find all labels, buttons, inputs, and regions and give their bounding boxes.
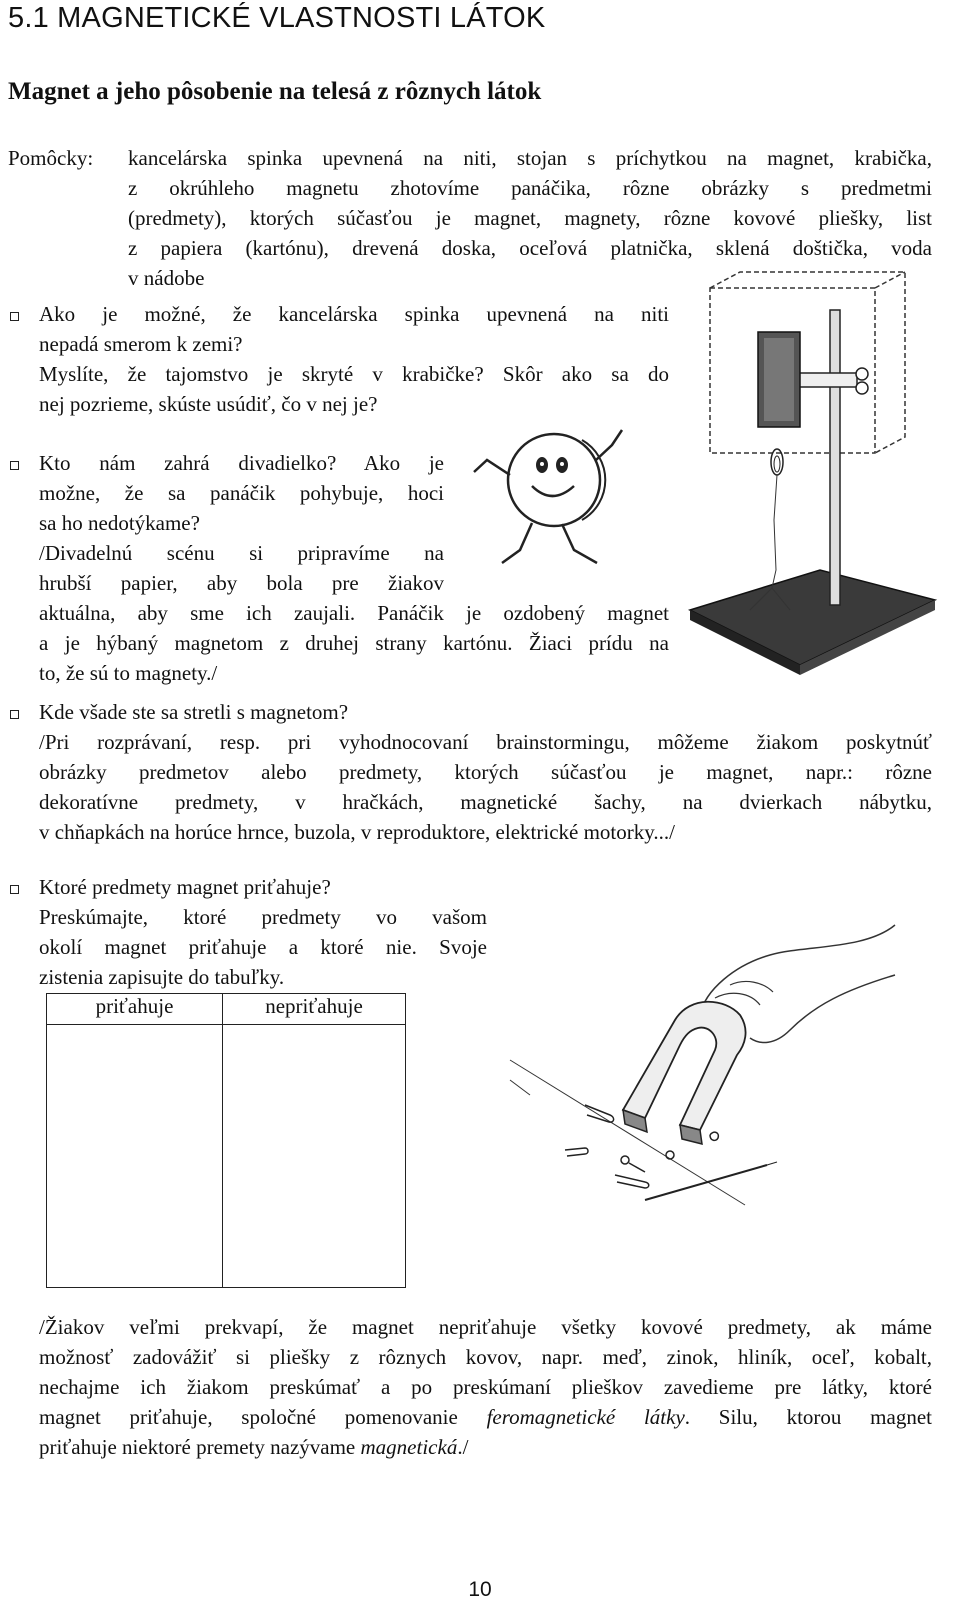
pomocky-line: z papiera (kartónu), drevená doska, oceľová platnička, sklená doštička, voda [128,236,932,260]
text-line: Kto nám zahrá divadielko? Ako je [39,451,444,475]
question-attraction [39,872,487,992]
text-line: sa ho nedotýkame? [39,511,200,535]
text-line [39,1432,932,1462]
text-line: hrubší papier, aby bola pre žiakov [39,571,444,595]
text-line: možnosť zadovážiť si pliešky z rôznych kovov, napr. meď, zinok, hliník, oceľ, kobalt, [39,1345,932,1369]
table-cell-not-attracts[interactable] [223,1025,406,1288]
pomocky-line: v nádobe [128,266,205,290]
checkbox-bullet-icon [10,885,19,894]
text-line: obrázky predmetov alebo predmety, ktorých súčasťou je magnet, napr.: rôzne [39,760,932,784]
text-line: Ktoré predmety magnet priťahuje? [39,875,331,899]
text-line: Kde všade ste sa stretli s magnetom? [39,700,349,724]
pomocky-label: Pomôcky: [8,146,94,170]
page-title: 5.1 MAGNETICKÉ VLASTNOSTI LÁTOK [8,2,546,34]
text-line: Myslíte, že tajomstvo je skryté v krabičke? Skôr ako sa do [39,362,669,386]
text-span: priťahuje niektoré premety nazývame [39,1435,361,1459]
text-line: nej pozrieme, skúste usúdiť, čo v nej je? [39,392,378,416]
page-number: 10 [468,1578,492,1601]
attraction-table [46,993,406,1288]
text-line [39,1402,932,1432]
text-span: ./ [457,1435,469,1459]
table-header-not-attracts: nepriťahuje [223,994,406,1025]
pomocky-line: z okrúhleho magnetu zhotovíme panáčika, rôzne obrázky s predmetmi [128,176,932,200]
text-line: Ako je možné, že kancelárska spinka upevnená na niti [39,302,669,326]
text-line: zistenia zapisujte do tabuľky. [39,965,285,989]
magnet-puppet-illustration [462,420,662,600]
text-line: Preskúmajte, ktoré predmety vo vašom [39,905,487,929]
question-paperclip [39,299,669,419]
text-line: a je hýbaný magnetom z druhej strany kartónu. Žiaci prídu na [39,631,669,655]
closing-paragraph [39,1312,932,1462]
checkbox-bullet-icon [10,461,19,470]
text-line: to, že sú to magnety./ [39,661,218,685]
puppet-explanation [39,598,669,688]
section-subtitle: Magnet a jeho pôsobenie na telesá z rôznych látok [8,78,542,105]
pomocky-line: kancelárska spinka upevnená na niti, stojan s príchytkou na magnet, krabička, [128,146,932,170]
term-magnetic: magnetická [360,1435,458,1459]
text-line: aktuálna, aby sme ich zaujali. Panáčik je ozdobený magnet [39,601,669,625]
horseshoe-magnet-illustration [505,920,945,1220]
text-line: nepadá smerom k zemi? [39,332,243,356]
text-line: okolí magnet priťahuje a ktoré nie. Svoje [39,935,487,959]
checkbox-bullet-icon [10,312,19,321]
text-span: . Silu, ktorou magnet [684,1405,932,1429]
term-ferromagnetic: feromagnetické látky [486,1405,685,1429]
text-span: magnet priťahuje, spoločné pomenovanie [39,1405,487,1429]
text-line: možne, že sa panáčik pohybuje, hoci [39,481,444,505]
pomocky-line: (predmety), ktorých súčasťou je magnet, magnety, rôzne kovové pliešky, list [128,206,932,230]
text-line: v chňapkách na horúce hrnce, buzola, v reproduktore, elektrické motorky.../ [39,820,675,844]
text-line: dekoratívne predmety, v hračkách, magnetické šachy, na dvierkach nábytku, [39,790,932,814]
text-line: /Divadelnú scénu si pripravíme na [39,541,444,565]
text-line: /Žiakov veľmi prekvapí, že magnet nepriťahuje všetky kovové predmety, ak máme [39,1315,932,1339]
table-header-attracts: priťahuje [47,994,223,1025]
table-cell-attracts[interactable] [47,1025,223,1288]
text-line: /Pri rozprávaní, resp. pri vyhodnocovaní brainstormingu, môžeme žiakom poskytnúť [39,730,932,754]
text-line: nechajme ich žiakom preskúmať a po preskúmaní plieškov zavedieme pre látky, ktoré [39,1375,932,1399]
magnet-stand-illustration [680,270,940,690]
question-where-magnets [39,697,932,847]
question-puppet [39,448,444,598]
checkbox-bullet-icon [10,710,19,719]
